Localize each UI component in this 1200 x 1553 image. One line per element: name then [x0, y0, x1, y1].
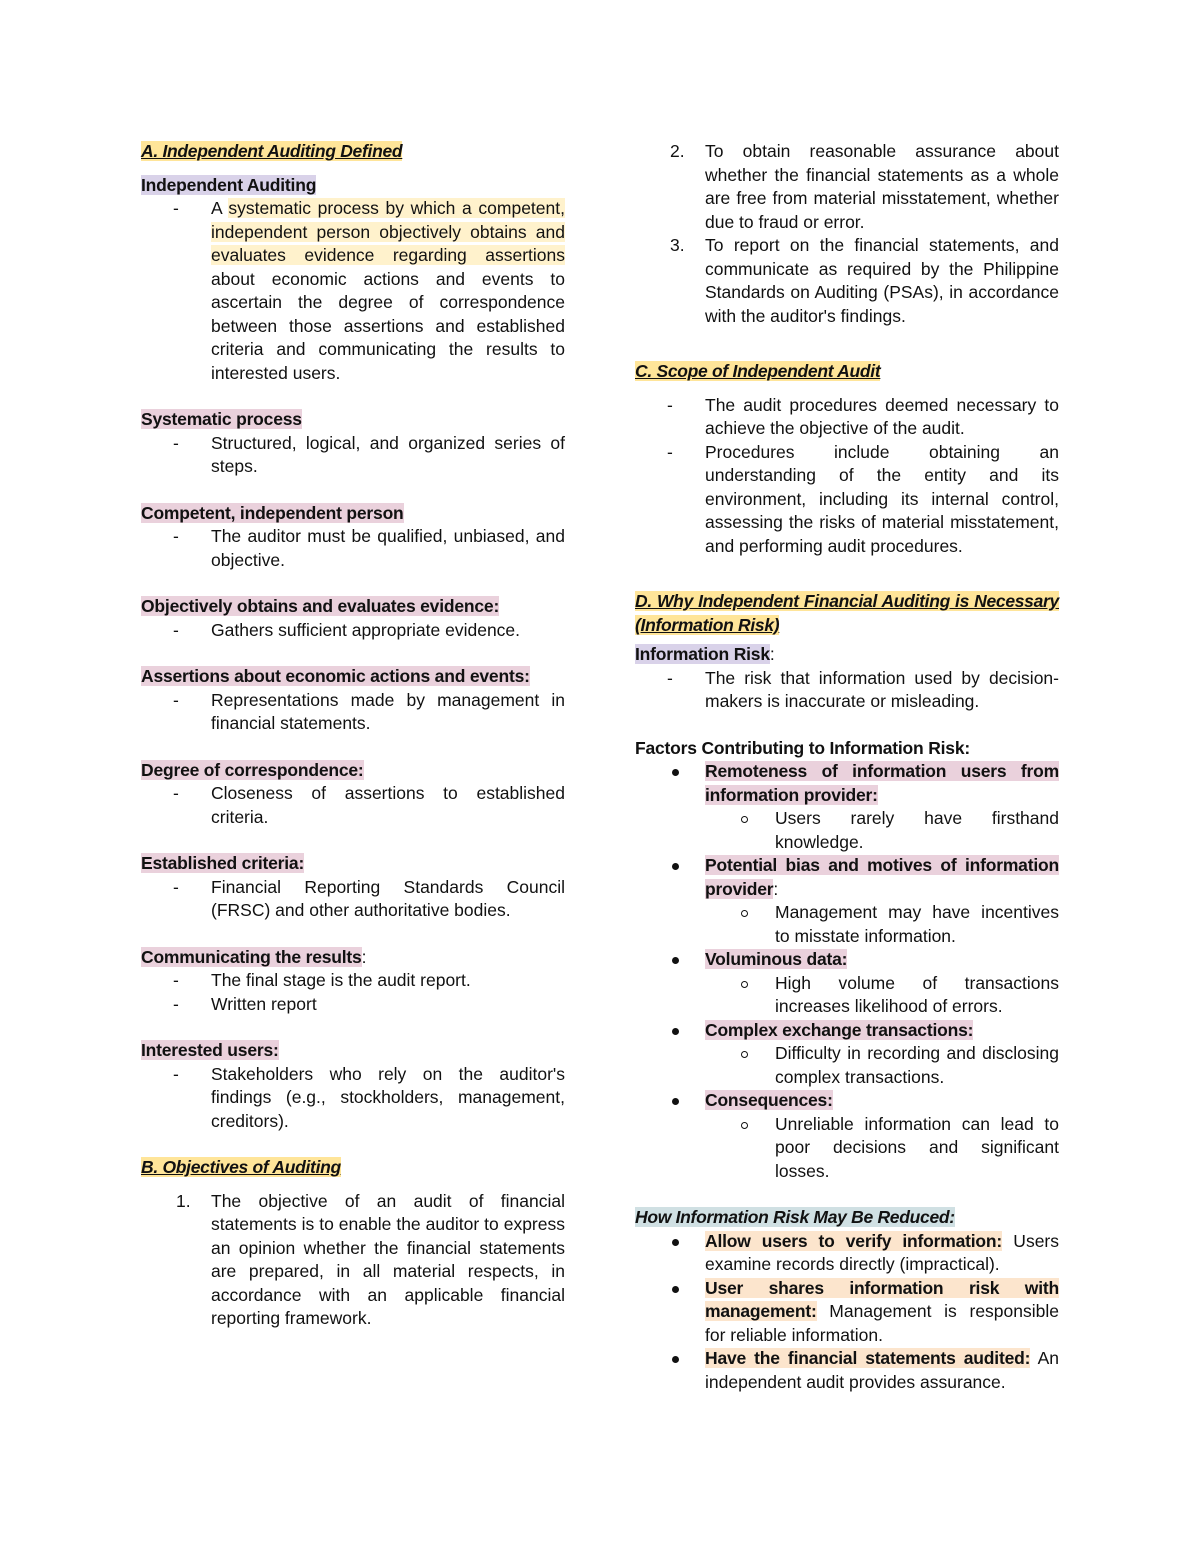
term-heading: Systematic process	[141, 409, 302, 429]
term-heading: Interested users:	[141, 1040, 279, 1060]
factor-detail: Difficulty in recording and disclosing complex transactions.	[635, 1042, 1059, 1089]
term-detail: - Written report	[173, 993, 317, 1014]
circle-bullet-icon	[741, 910, 748, 917]
circle-bullet-icon	[741, 1051, 748, 1058]
term-detail: - The final stage is the audit report.	[173, 970, 471, 990]
circle-bullet-icon	[741, 1122, 748, 1129]
term-detail: - Gathers sufficient appropriate evidence.	[173, 619, 521, 640]
objective-item: 3. To report on the financial statements, and communicate as required by the Philippine Standards on Auditing (PSAs), in accordance with the auditor's findings.	[670, 235, 1059, 326]
reduce-list	[635, 1230, 1059, 1395]
right-column	[635, 140, 1059, 1394]
reduce-item: Allow users to verify information: Users examine records directly (impractical).	[635, 1230, 1059, 1277]
factor-detail: Users rarely have firsthand knowledge.	[635, 807, 1059, 854]
term-detail: - The auditor must be qualified, unbiased, and objective.	[173, 526, 565, 570]
objective-item: 1. The objective of an audit of financial statements is to enable the auditor to express an opinion whether the financial statements are prepared, in all material respects, in accordance with an applicable financial reporting framework.	[176, 1190, 565, 1328]
bullet-icon	[672, 1028, 679, 1035]
circle-bullet-icon	[741, 981, 748, 988]
term-independent-auditing: Independent Auditing	[141, 174, 317, 195]
factor-detail: Management may have incentives to misstate information.	[635, 901, 1059, 948]
bullet-icon	[672, 1098, 679, 1105]
scope-item: - Procedures include obtaining an understanding of the entity and its environment, including its internal control, assessing the risks of material misstatement, and performing audit procedures.	[667, 441, 1059, 556]
reduce-item: Have the financial statements audited: An independent audit provides assurance.	[635, 1347, 1059, 1394]
factor-detail: Unreliable information can lead to poor decisions and significant losses.	[635, 1113, 1059, 1184]
section-a-title: A. Independent Auditing Defined	[141, 141, 403, 161]
term-detail: - Structured, logical, and organized series of steps.	[173, 432, 565, 476]
reduce-title: How Information Risk May Be Reduced:	[635, 1207, 955, 1227]
bullet-icon	[672, 863, 679, 870]
bullet-icon	[672, 1286, 679, 1293]
term-detail: - Closeness of assertions to established criteria.	[173, 783, 565, 827]
term-heading: Competent, independent person	[141, 502, 404, 523]
bullet-icon	[672, 1356, 679, 1363]
reduce-item: User shares information risk with management: Management is responsible for reliable information.	[635, 1277, 1059, 1348]
circle-bullet-icon	[741, 816, 748, 823]
section-d-title: D. Why Independent Financial Auditing is Necessary (Information Risk)	[635, 591, 1059, 635]
factor-item: Voluminous data:	[635, 948, 1059, 972]
factor-item: Consequences:	[635, 1089, 1059, 1113]
term-heading: Assertions about economic actions and events:	[141, 666, 530, 686]
term-heading: Degree of correspondence:	[141, 759, 364, 780]
factor-list	[635, 760, 1059, 1183]
term-information-risk: Information Risk:	[635, 644, 775, 664]
factor-item: Potential bias and motives of information provider:	[635, 854, 1059, 901]
section-c-title: C. Scope of Independent Audit	[635, 361, 881, 381]
factor-detail: High volume of transactions increases likelihood of errors.	[635, 972, 1059, 1019]
bullet-icon	[672, 1239, 679, 1246]
information-risk-definition: - The risk that information used by decision-makers is inaccurate or misleading.	[667, 667, 1059, 711]
factors-title: Factors Contributing to Information Risk:	[635, 737, 970, 758]
bullet-icon	[672, 957, 679, 964]
bullet-icon	[672, 769, 679, 776]
definition-item: - A systematic process by which a competent, independent person objectively obtains and evaluates evidence regarding assertions about economic actions and events to ascertain the degree of correspondence between those assertions and established criteria and communicating the results to interested users.	[173, 198, 565, 383]
term-heading: Objectively obtains and evaluates evidence:	[141, 596, 500, 616]
section-b-title: B. Objectives of Auditing	[141, 1157, 341, 1177]
term-detail: - Financial Reporting Standards Council (FRSC) and other authoritative bodies.	[173, 876, 565, 920]
term-detail: - Representations made by management in financial statements.	[173, 689, 565, 733]
term-heading: Communicating the results:	[141, 946, 367, 967]
factor-item: Complex exchange transactions:	[635, 1019, 1059, 1043]
term-list	[141, 408, 565, 1133]
left-column	[141, 140, 565, 1331]
term-heading: Established criteria:	[141, 853, 305, 873]
term-detail: - Stakeholders who rely on the auditor's findings (e.g., stockholders, management, creditors).	[173, 1063, 565, 1131]
scope-item: - The audit procedures deemed necessary to achieve the objective of the audit.	[667, 394, 1059, 438]
factor-item: Remoteness of information users from information provider:	[635, 760, 1059, 807]
objective-item: 2. To obtain reasonable assurance about whether the financial statements as a whole are free from material misstatement, whether due to fraud or error.	[670, 141, 1059, 232]
